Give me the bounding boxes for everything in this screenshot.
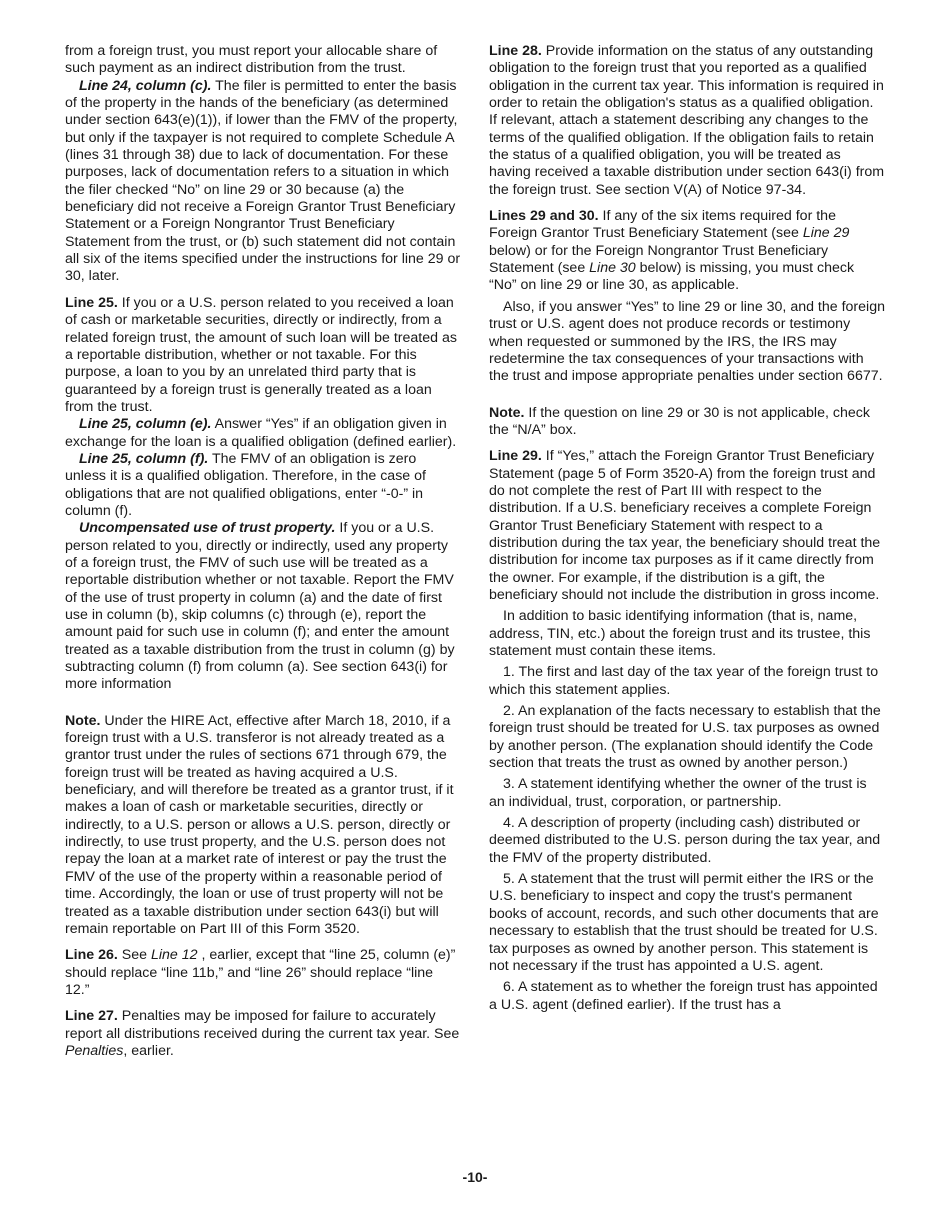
heading-line-25-column-e: Line 25, column (e). — [79, 416, 212, 433]
heading-line-26: Line 26. — [65, 947, 118, 964]
reference-line-29: Line 29 — [802, 225, 850, 242]
paragraph-line-25-column-e: Line 25, column (e). Answer “Yes” if an obligation given in exchange for the loan is a qualified obligation (defined earlier). — [65, 416, 457, 450]
heading-line-24-column-c: Line 24, column (c). — [79, 77, 212, 94]
paragraph-statement-contents: In addition to basic identifying information (that is, name, address, TIN, etc.) about the foreign trust and its trustee, this statement must contain these items. — [489, 608, 871, 659]
heading-line-25-column-f: Line 25, column (f). — [79, 450, 209, 467]
reference-line-30: Line 30 — [589, 260, 636, 277]
note-not-applicable: Note. If the question on line 29 or 30 is not applicable, check the “N/A” box. — [489, 404, 870, 438]
paragraph-line-28: Line 28. Provide information on the status of any outstanding obligation to the foreign trust that you reported as a qualified obligation in the current tax year. This information is required in order to retain the obligation's status as a qualified obligation. If relevant, attach a statement describing any changes to the terms of the qualified obligation. If the obligation fails to retain the status of a qualified obligation, you will be treated as having received a taxable distribution under section 643(i) from the foreign trust. See section V(A) of Notice 97-34. — [489, 43, 885, 198]
heading-lines-29-30: Lines 29 and 30. — [489, 208, 599, 225]
heading-note: Note. — [489, 404, 525, 421]
paragraph-line-27: Line 27. Penalties may be imposed for failure to accurately report all distributions received during the current tax year. See Penalties, earlier. — [65, 1008, 460, 1059]
list-item: 5. A statement that the trust will permit either the IRS or the U.S. beneficiary to inspect and copy the trust's permanent books of account, records, and such other documents that are necessary to establish that the trust should be treated for U.S. tax purposes as owned by another person. This statement is not necessary if the trust has appointed a U.S. agent. — [489, 871, 879, 974]
heading-uncompensated-use: Uncompensated use of trust property. — [79, 520, 336, 537]
heading-line-29: Line 29. — [489, 448, 542, 465]
page-number: -10- — [462, 1169, 488, 1185]
list-item: 1. The first and last day of the tax year of the foreign trust to which this statement applies. — [489, 664, 879, 698]
heading-note: Note. — [65, 712, 101, 729]
paragraph-line-26: Line 26. See Line 12 , earlier, except that “line 25, column (e)” should replace “line 11b,” and “line 26” should replace “line 12.” — [65, 947, 456, 998]
heading-line-28: Line 28. — [489, 43, 542, 59]
list-item: 3. A statement identifying whether the owner of the trust is an individual, trust, corporation, or partnership. — [489, 776, 867, 810]
paragraph-uncompensated-use: Uncompensated use of trust property. If you or a U.S. person related to you, directly or indirectly, used any property of a foreign trust, the FMV of such use will be treated as a reportable distribution whether or not taxable. Report the FMV of the use of trust property in column (a) and the date of first use in column (b), skip columns (c) through (e), report the amount paid for such use in column (f); and enter the amount treated as a taxable distribution from the trust in column (g) by subtracting column (f) from column (a). See section 643(i) for more information — [65, 520, 455, 693]
list-item: 4. A description of property (including cash) distributed or deemed distributed to the U.S. person during the tax year, and the FMV of the property distributed. — [489, 815, 881, 866]
list-item: 2. An explanation of the facts necessary to establish that the foreign trust should be treated for U.S. tax purposes as owned by another person. (The explanation should identify the Code section that treats the trust as owned by another person.) — [489, 703, 881, 772]
paragraph-records-testimony: Also, if you answer “Yes” to line 29 or line 30, and the foreign trust or U.S. agent does not produce records or testimony when requested or summoned by the IRS, the IRS may redetermine the tax consequences of your transactions with the trust and impose appropriate penalties under section 6677. — [489, 298, 885, 385]
reference-penalties: Penalties — [65, 1042, 124, 1059]
paragraph-line-24-column-c: Line 24, column (c). The filer is permitted to enter the basis of the property in the hands of the beneficiary (as determined under section 643(e)(1)), if lower than the FMV of the property, but only if the taxpayer is not required to complete Schedule A (lines 31 through 38) due to lack of documentation. For these purposes, lack of documentation refers to a situation in which the filer checked “No” on line 29 or 30 because (a) the beneficiary did not receive a Foreign Grantor Trust Beneficiary Statement or a Foreign Nongrantor Trust Beneficiary Statement from the trust, or (b) such statement did not contain all six of the items specified under the instructions for line 29 or 30, later. — [65, 77, 461, 285]
heading-line-27: Line 27. — [65, 1008, 118, 1025]
paragraph-line-25-column-f: Line 25, column (f). The FMV of an obligation is zero unless it is a qualified obligation. Therefore, in the case of obligations that are not qualified obligations, enter “-0-” in column (f). — [65, 450, 426, 519]
right-column — [489, 43, 885, 1014]
paragraph-line-29: Line 29. If “Yes,” attach the Foreign Grantor Trust Beneficiary Statement (page 5 of Form 3520-A) from the foreign trust and do not complete the rest of Part III with respect to the distribution. If a U.S. beneficiary receives a complete Foreign Grantor Trust Beneficiary Statement with respect to a distribution during the tax year, the beneficiary should treat the distribution for income tax purposes as if it came directly from the owner. For example, if the distribution is a gift, the beneficiary should not include the distribution in gross income. — [489, 448, 881, 603]
paragraph-indirect-distribution: from a foreign trust, you must report your allocable share of such payment as an indirect distribution from the trust. — [65, 43, 438, 77]
note-hire-act: Note. Under the HIRE Act, effective after March 18, 2010, if a foreign trust with a U.S. transferor is not already treated as a grantor trust under the rules of sections 671 through 679, the foreign trust will be treated as having acquired a U.S. beneficiary, and will therefore be treated as a grantor trust, if it makes a loan of cash or marketable securities, directly or indirectly, to a U.S. person or allows a U.S. person, directly or indirectly, to use trust property, and the U.S. person does not repay the loan at a market rate of interest or pay the trust the FMV of the use of the property within a reasonable period of time. Accordingly, the loan or use of trust property will not be treated as a taxable distribution under section 643(i) but will remain reportable on Part III of this Form 3520. — [65, 712, 454, 937]
reference-line-12: Line 12 — [150, 947, 198, 964]
left-column — [65, 43, 461, 1060]
list-item: 6. A statement as to whether the foreign trust has appointed a U.S. agent (defined earlier). If the trust has a — [489, 979, 878, 1013]
paragraph-line-25: Line 25. If you or a U.S. person related to you received a loan of cash or marketable securities, directly or indirectly, from a related foreign trust, the amount of such loan will be treated as a reportable distribution, whether or not taxable. For this purpose, a loan to you by an unrelated third party that is guaranteed by a foreign trust is generally treated as a loan from the trust. — [65, 294, 457, 415]
heading-line-25: Line 25. — [65, 294, 118, 311]
paragraph-lines-29-30: Lines 29 and 30. If any of the six items required for the Foreign Grantor Trust Beneficiary Statement (see Line 29 below) or for the Foreign Nongrantor Trust Beneficiary Statement (see Line 30 below) is missing, you must check “No” on line 29 or line 30, as applicable. — [489, 208, 855, 294]
